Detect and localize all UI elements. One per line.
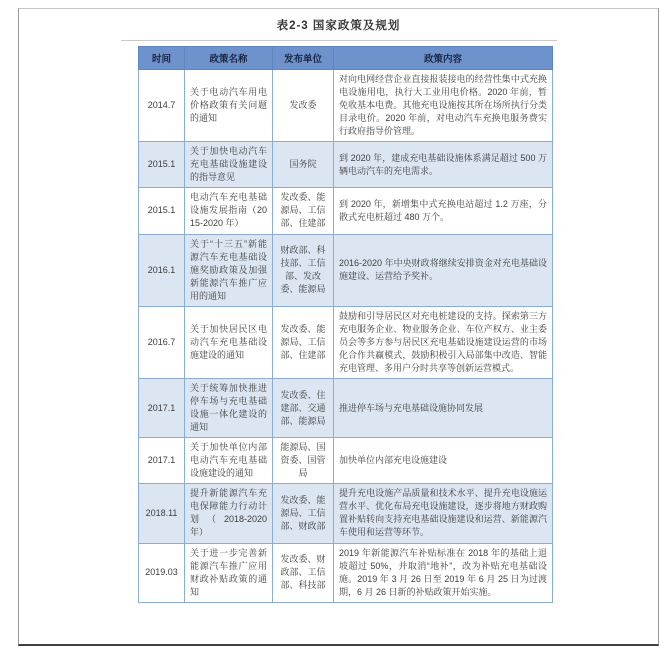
- time-cell: 2017.1: [139, 378, 185, 437]
- table-row: [139, 70, 553, 142]
- content-cell: 2019 年新能源汽车补贴标准在 2018 年的基础上退坡超过 50%，并取消“地补”，改为补贴充电基础设施。2019 年 3 月 26 日至 2019 年 6 月 25 日为过渡期，6 月 26 日新的补贴政策开始实施。: [334, 543, 553, 602]
- time-cell: 2015.1: [139, 142, 185, 188]
- table-row: [139, 378, 553, 437]
- page-title: 表2-3 国家政策及规划: [276, 20, 401, 32]
- content-cell: 2016-2020 年中央财政将继续安排资金对充电基础设施建设、运营给予奖补。: [334, 234, 553, 306]
- policy-name-cell: 关于电动汽车用电价格政策有关问题的通知: [185, 70, 273, 142]
- time-cell: 2016.1: [139, 234, 185, 306]
- header-issuer: 发布单位: [273, 47, 334, 70]
- content-cell: 到 2020 年，建成充电基础设施体系满足超过 500 万辆电动汽车的充电需求。: [334, 142, 553, 188]
- table-row: [139, 438, 553, 484]
- table-row: [139, 484, 553, 543]
- header-policy-name: 政策名称: [185, 47, 273, 70]
- table-row: [139, 306, 553, 378]
- issuer-cell: 发改委、能源局、工信部、住建部: [273, 188, 334, 234]
- table-header-row: [139, 47, 553, 70]
- policy-table: [138, 46, 553, 603]
- time-cell: 2014.7: [139, 70, 185, 142]
- content-cell: 鼓励和引导居民区对充电桩建设的支持。探索第三方充电服务企业、物业服务企业、车位产权方、业主委员会等多方参与居民区充电基础设施建设运营的市场化合作共赢模式，鼓励积极引入局部集中改造、智能充电管理、多用户分时共享等创新运营模式。: [334, 306, 553, 378]
- time-cell: 2019.03: [139, 543, 185, 602]
- time-cell: 2018.11: [139, 484, 185, 543]
- issuer-cell: 发改委、财政部、工信部、科技部: [273, 543, 334, 602]
- time-cell: 2017.1: [139, 438, 185, 484]
- header-content: 政策内容: [334, 47, 553, 70]
- time-cell: 2016.7: [139, 306, 185, 378]
- policy-name-cell: 关于“十三五”新能源汽车充电基础设施奖励政策及加强新能源汽车推广应用的通知: [185, 234, 273, 306]
- issuer-cell: 财政部、科技部、工信部、发改委、能源局: [273, 234, 334, 306]
- content-cell: 提升充电设施产品质量和技术水平、提升充电设施运营水平、优化布局充电设施建设，逐步将地方财政购置补贴转向支持充电基础设施建设和运营、新能源汽车使用和运营等环节。: [334, 484, 553, 543]
- policy-name-cell: 提升新能源汽车充电保障能力行动计划（2018-2020 年）: [185, 484, 273, 543]
- content-cell: 到 2020 年，新增集中式充换电站超过 1.2 万座，分散式充电桩超过 480 万个。: [334, 188, 553, 234]
- header-time: 时间: [139, 47, 185, 70]
- issuer-cell: 能源局、国资委、国管局: [273, 438, 334, 484]
- page-frame: [18, 8, 659, 646]
- table-row: [139, 543, 553, 602]
- content-cell: 加快单位内部充电设施建设: [334, 438, 553, 484]
- content-cell: 对向电网经营企业直接报装接电的经营性集中式充换电设施用电，执行大工业用电价格。2020 年前，暂免收基本电费。其他充电设施按其所在场所执行分类目录电价。2020 年前，对电动汽车充换电服务费实行政府指导价管理。: [334, 70, 553, 142]
- issuer-cell: 发改委、能源局、工信部、财政部: [273, 484, 334, 543]
- policy-name-cell: 关于加快电动汽车充电基础设施建设的指导意见: [185, 142, 273, 188]
- time-cell: 2015.1: [139, 188, 185, 234]
- issuer-cell: 发改委、住建部、交通部、能源局: [273, 378, 334, 437]
- policy-name-cell: 电动汽车充电基础设施发展指南（2015-2020 年）: [185, 188, 273, 234]
- issuer-cell: 国务院: [273, 142, 334, 188]
- title-divider: [121, 40, 557, 41]
- issuer-cell: 发改委、能源局、工信部、住建部: [273, 306, 334, 378]
- table-row: [139, 234, 553, 306]
- policy-name-cell: 关于进一步完善新能源汽车推广应用财政补贴政策的通知: [185, 543, 273, 602]
- policy-name-cell: 关于加快单位内部电动汽车充电基础设施建设的通知: [185, 438, 273, 484]
- table-row: [139, 142, 553, 188]
- policy-name-cell: 关于统筹加快推进停车场与充电基础设施一体化建设的通知: [185, 378, 273, 437]
- policy-name-cell: 关于加快居民区电动汽车充电基础设施建设的通知: [185, 306, 273, 378]
- content-cell: 推进停车场与充电基础设施协同发展: [334, 378, 553, 437]
- issuer-cell: 发改委: [273, 70, 334, 142]
- table-row: [139, 188, 553, 234]
